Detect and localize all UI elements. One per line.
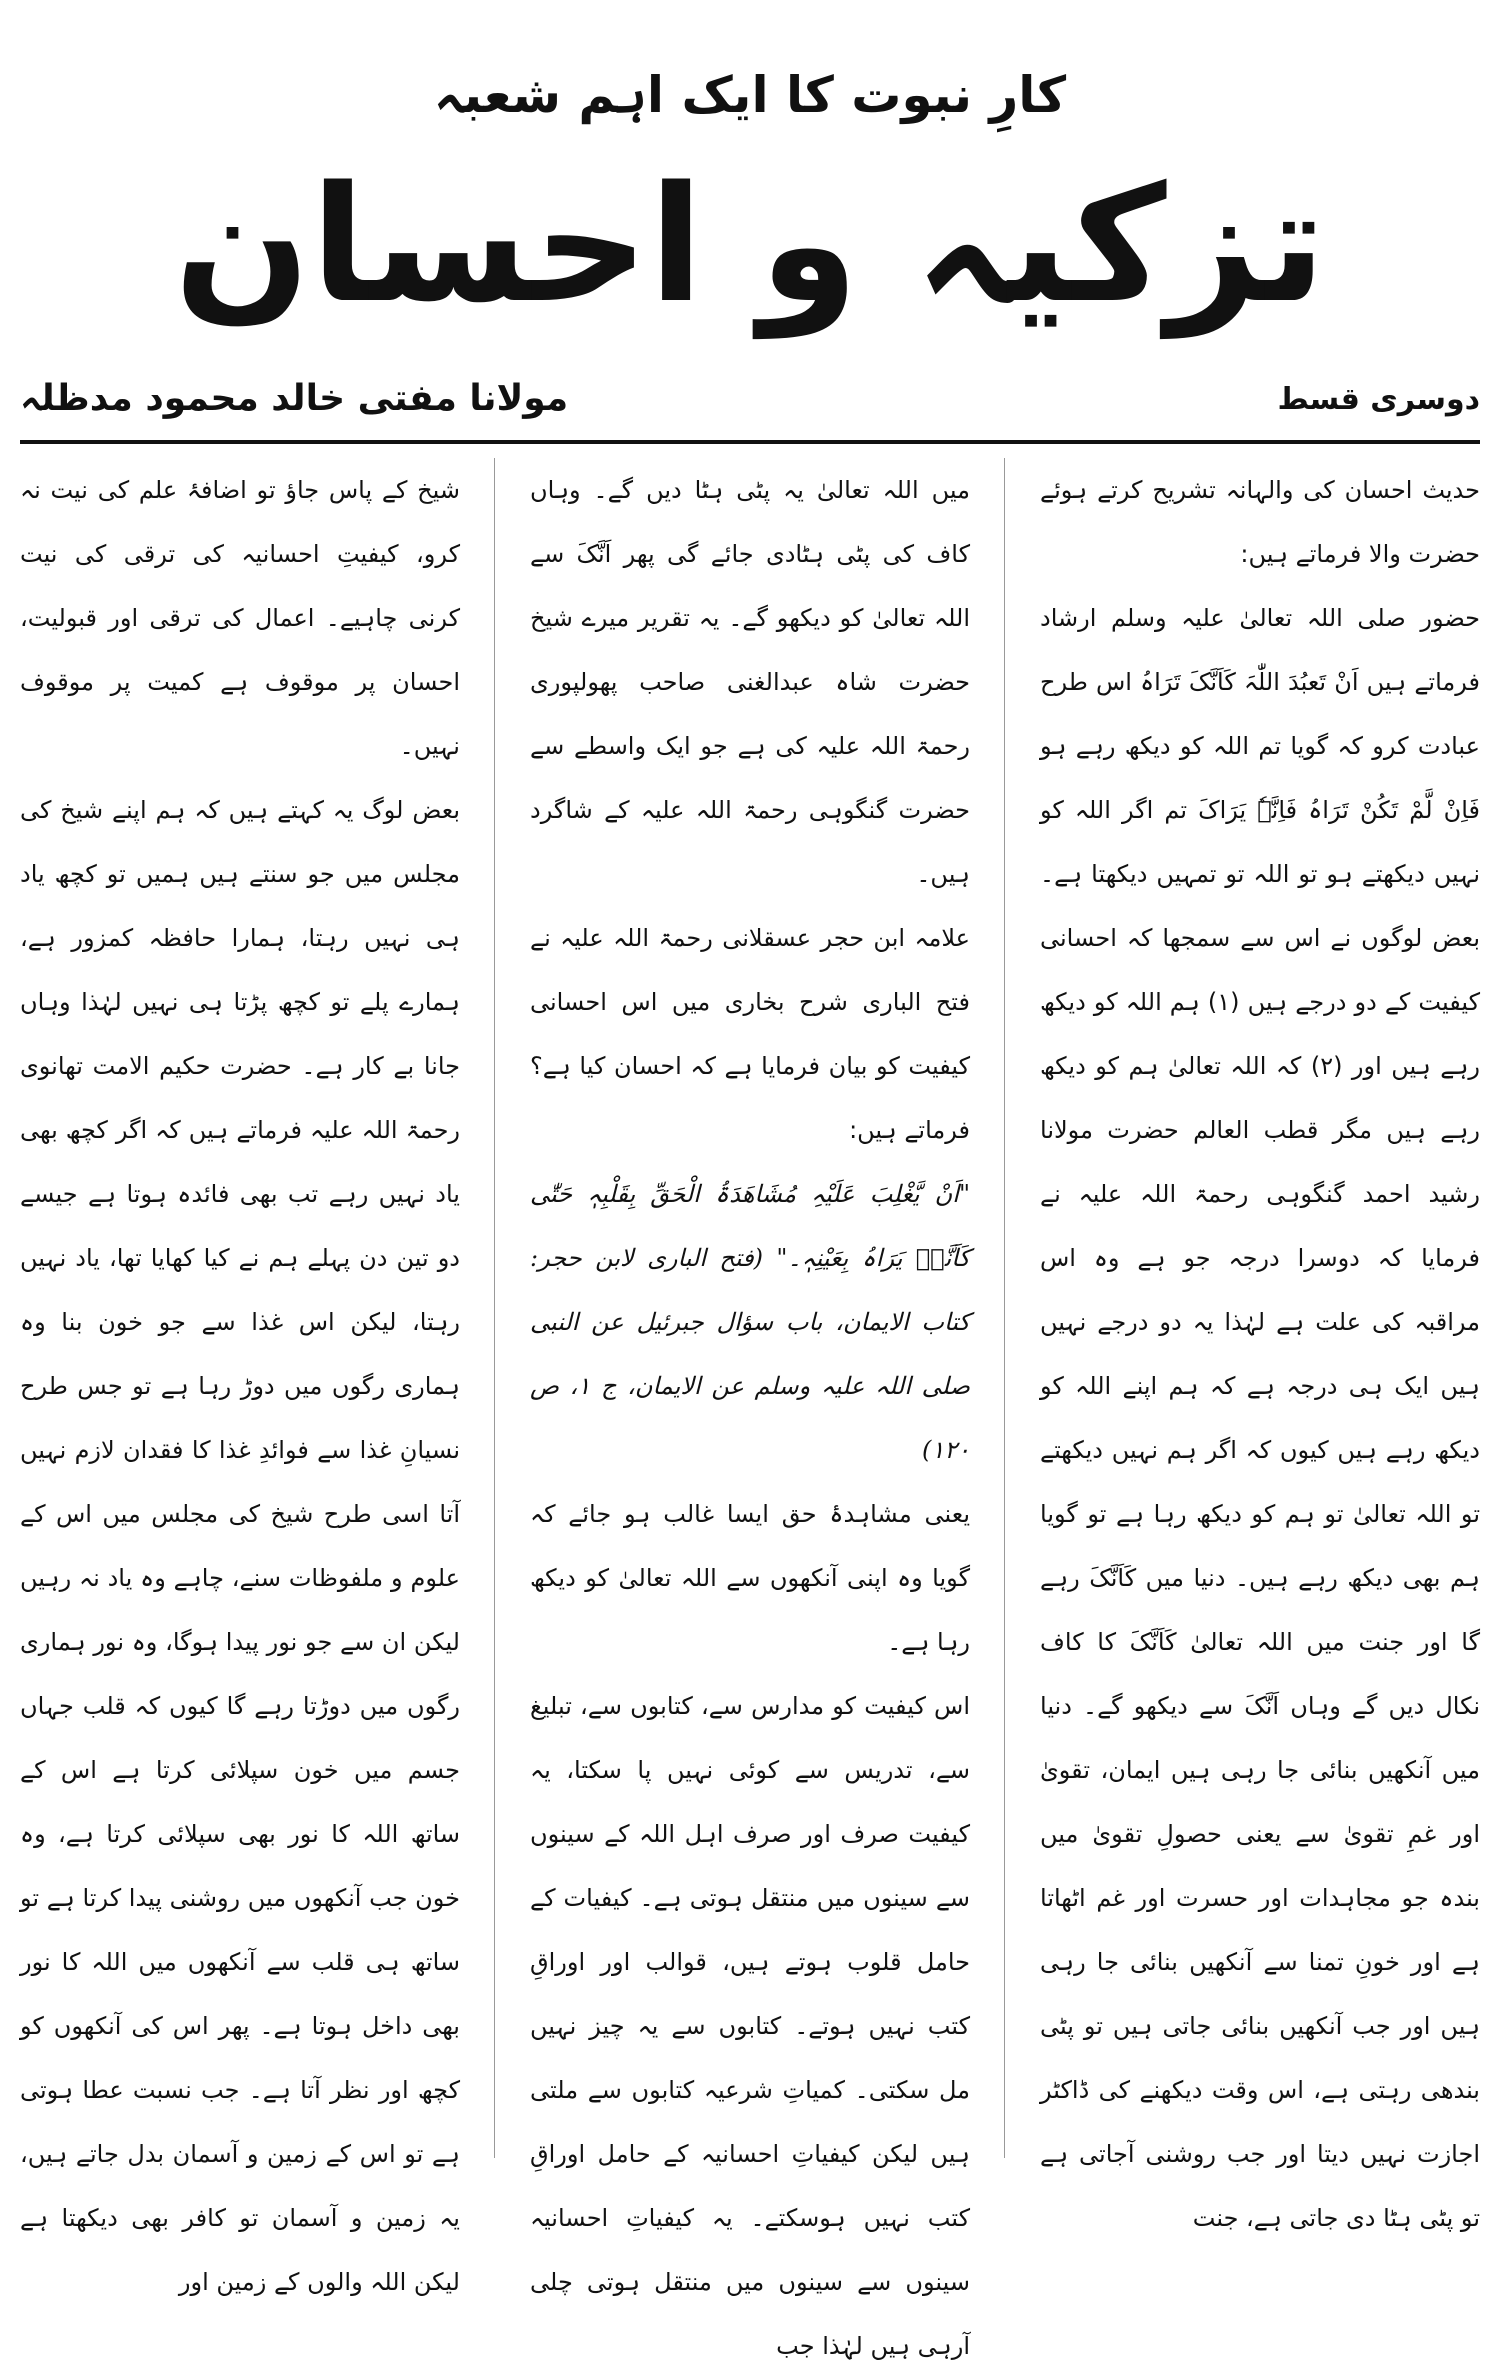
paragraph: میں اللہ تعالیٰ یہ پٹی ہٹا دیں گے۔ وہاں کاف کی پٹی ہٹادی جائے گی پھر اَنَّکَ سے اللہ تعالیٰ کو دیکھو گے۔ یہ تقریر میرے شیخ حضرت شاہ عبدالغنی صاحب پھولپوری رحمۃ اللہ علیہ کی ہے جو ایک واسطے سے حضرت گنگوہی رحمۃ اللہ علیہ کے شاگرد ہیں۔ bbox=[530, 476, 970, 888]
paragraph: حضور صلی اللہ تعالیٰ علیہ وسلم ارشاد فرماتے ہیں اَنْ تَعبُدَ اللّٰہَ کَاَنَّکَ تَرَاہُ اس طرح عبادت کرو کہ گویا تم اللہ کو دیکھ رہے ہو فَاِنْ لَّمْ تَکُنْ تَرَاہُ فَاِنَّہٗ یَرَاکَ تم اگر اللہ کو نہیں دیکھتے ہو تو اللہ تو تمہیں دیکھتا ہے۔ بعض لوگوں نے اس سے سمجھا کہ احسانی کیفیت کے دو درجے ہیں (۱) ہم اللہ کو دیکھ رہے ہیں اور (۲) کہ اللہ تعالیٰ ہم کو دیکھ رہے ہیں مگر قطب العالم حضرت مولانا رشید احمد گنگوہی رحمۃ اللہ علیہ نے فرمایا کہ دوسرا درجہ جو ہے وہ اس مراقبہ کی علت ہے لہٰذا یہ دو درجے نہیں ہیں ایک ہی درجہ ہے کہ ہم اپنے اللہ کو دیکھ رہے ہیں کیوں کہ اگر ہم نہیں دیکھتے تو اللہ تعالیٰ تو ہم کو دیکھ رہا ہے تو گویا ہم بھی دیکھ رہے ہیں۔ دنیا میں کَاَنَّکَ رہے گا اور جنت میں اللہ تعالیٰ کَاَنَّکَ کا کاف نکال دیں گے وہاں اَنَّکَ سے دیکھو گے۔ دنیا میں آنکھیں بنائی جا رہی ہیں ایمان، تقویٰ اور غمِ تقویٰ سے یعنی حصولِ تقویٰ میں بندہ جو مجاہدات اور حسرت اور غم اٹھاتا ہے اور خونِ تمنا سے آنکھیں بنائی جا رہی ہیں اور جب آنکھیں بنائی جاتی ہیں تو پٹی بندھی رہتی ہے، اس وقت دیکھنے کی ڈاکٹر اجازت نہیں دیتا اور جب روشنی آجاتی ہے تو پٹی ہٹا دی جاتی ہے، جنت bbox=[1040, 604, 1481, 2232]
article-kicker: کارِ نبوت کا ایک اہم شعبہ bbox=[433, 66, 1067, 124]
paragraph: بعض لوگ یہ کہتے ہیں کہ ہم اپنے شیخ کی مجلس میں جو سنتے ہیں ہمیں تو کچھ یاد ہی نہیں رہتا، ہمارا حافظہ کمزور ہے، ہمارے پلے تو کچھ پڑتا ہی نہیں لہٰذا وہاں جانا بے کار ہے۔ حضرت حکیم الامت تھانوی رحمۃ اللہ علیہ فرماتے ہیں کہ اگر کچھ بھی یاد نہیں رہے تب بھی فائدہ ہوتا ہے جیسے دو تین دن پہلے ہم نے کیا کھایا تھا، یاد نہیں رہتا، لیکن اس غذا سے جو خون بنا وہ ہماری رگوں میں دوڑ رہا ہے تو جس طرح نسیانِ غذا سے فوائدِ غذا کا فقدان لازم نہیں آتا اسی طرح شیخ کی مجلس میں اس کے علوم و ملفوظات سنے، چاہے وہ یاد نہ رہیں لیکن ان سے جو نور پیدا ہوگا، وہ نور ہماری رگوں میں دوڑتا رہے گا کیوں کہ قلب جہاں جسم میں خون سپلائی کرتا ہے اس کے ساتھ اللہ کا نور بھی سپلائی کرتا ہے، وہ خون جب آنکھوں میں روشنی پیدا کرتا ہے تو ساتھ ہی قلب سے آنکھوں میں اللہ کا نور بھی داخل ہوتا ہے۔ پھر اس کی آنکھوں کو کچھ اور نظر آتا ہے۔ جب نسبت عطا ہوتی ہے تو اس کے زمین و آسمان بدل جاتے ہیں، یہ زمین و آسمان تو کافر بھی دیکھتا ہے لیکن اللہ والوں کے زمین اور bbox=[20, 796, 460, 2296]
arabic-quote: "اَنْ یَّغْلِبَ عَلَیْہِ مُشَاھَدَۃُ الْحَقِّ بِقَلْبِہٖ حَتّٰی کَاَنَّہٗ یَرَاہُ بِعَیْنِہٖ۔" (فتح الباری لابن حجر: کتاب الایمان، باب سؤال جبرئیل عن النبی صلی اللہ علیہ وسلم عن الایمان، ج ۱، ص ۱۲۰) bbox=[530, 1180, 970, 1464]
text-column-left bbox=[20, 458, 460, 2296]
article-headline: تزکیہ و احسان bbox=[173, 151, 1327, 338]
paragraph: اس کیفیت کو مدارس سے، کتابوں سے، تبلیغ سے، تدریس سے کوئی نہیں پا سکتا، یہ کیفیت صرف اور صرف اہل اللہ کے سینوں سے سینوں میں منتقل ہوتی ہے۔ کیفیات کے حامل قلوب ہوتے ہیں، قوالب اور اوراقِ کتب نہیں ہوتے۔ کتابوں سے یہ چیز نہیں مل سکتی۔ کمیاتِ شرعیہ کتابوں سے ملتی ہیں لیکن کیفیاتِ احسانیہ کے حامل اوراقِ کتب نہیں ہوسکتے۔ یہ کیفیاتِ احسانیہ سینوں سے سینوں میں منتقل ہوتی چلی آرہی ہیں لہٰذا جب bbox=[530, 1692, 970, 2360]
paragraph: علامہ ابن حجر عسقلانی رحمۃ اللہ علیہ نے فتح الباری شرح بخاری میں اس احسانی کیفیت کو بیان فرمایا ہے کہ احسان کیا ہے؟ فرماتے ہیں: bbox=[530, 924, 970, 1144]
author-name: مولانا مفتی خالد محمود مدظلہ bbox=[20, 378, 569, 419]
installment-label: دوسری قسط bbox=[1277, 382, 1480, 417]
header-divider bbox=[20, 440, 1480, 444]
text-column-middle bbox=[530, 458, 970, 2360]
paragraph: شیخ کے پاس جاؤ تو اضافۂ علم کی نیت نہ کرو، کیفیتِ احسانیہ کی ترقی کی نیت کرنی چاہیے۔ اعمال کی ترقی اور قبولیت، احسان پر موقوف ہے کمیت پر موقوف نہیں۔ bbox=[20, 476, 460, 760]
paragraph: حدیث احسان کی والہانہ تشریح کرتے ہوئے حضرت والا فرماتے ہیں: bbox=[1040, 476, 1480, 568]
byline-row bbox=[20, 378, 1480, 438]
text-column-right bbox=[1040, 458, 1481, 2232]
paragraph: یعنی مشاہدۂ حق ایسا غالب ہو جائے کہ گویا وہ اپنی آنکھوں سے اللہ تعالیٰ کو دیکھ رہا ہے۔ bbox=[530, 1500, 970, 1656]
column-divider bbox=[1004, 458, 1005, 2158]
column-divider bbox=[494, 458, 495, 2158]
